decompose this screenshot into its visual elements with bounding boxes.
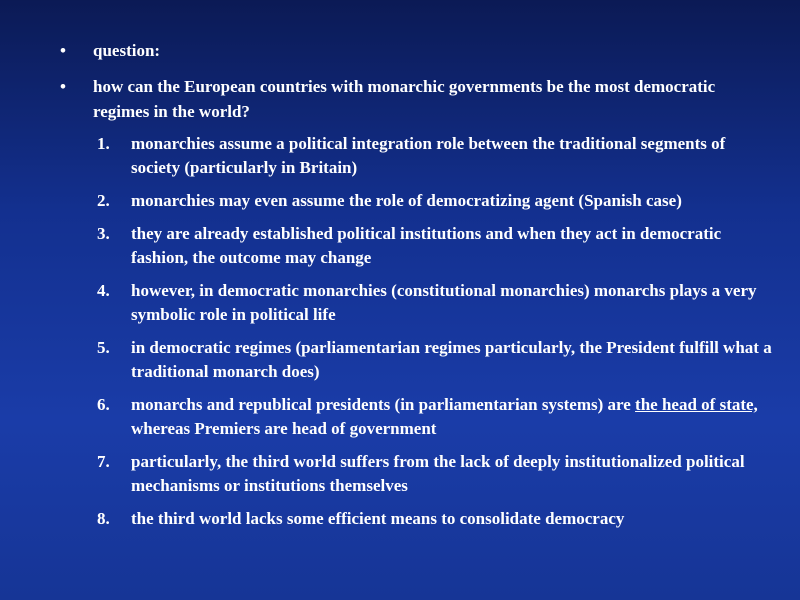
- item-number: 2.: [97, 191, 110, 210]
- list-item: [97, 189, 777, 213]
- item-text: the third world lacks some efficient means to consolidate democracy: [131, 509, 625, 528]
- item-number: 1.: [97, 134, 110, 153]
- bullet-text: how can the European countries with monarchic governments be the most democratic regimes in the world?: [93, 77, 716, 121]
- item-number: 5.: [97, 338, 110, 357]
- bullet-marker: •: [60, 41, 66, 60]
- list-item: [97, 222, 777, 270]
- list-item: [97, 132, 777, 180]
- item-number: 6.: [97, 395, 110, 414]
- numbered-list: [97, 132, 777, 540]
- list-item: [97, 279, 777, 327]
- item-text: however, in democratic monarchies (constitutional monarchies) monarchs plays a very symbolic role in political life: [131, 281, 757, 324]
- item-number: 3.: [97, 224, 110, 243]
- item-text: in democratic regimes (parliamentarian regimes particularly, the President fulfill what a traditional monarch does): [131, 338, 772, 381]
- bullet-marker: •: [60, 77, 66, 96]
- item-text-after: whereas Premiers are head of government: [131, 419, 437, 438]
- list-item: [97, 450, 777, 498]
- list-item: [97, 336, 777, 384]
- item-number: 4.: [97, 281, 110, 300]
- item-text: they are already established political institutions and when they act in democratic fashion, the outcome may change: [131, 224, 722, 267]
- item-number: 8.: [97, 509, 110, 528]
- item-text: particularly, the third world suffers from the lack of deeply institutionalized political mechanisms or institutions themselves: [131, 452, 745, 495]
- item-number: 7.: [97, 452, 110, 471]
- bullet-item: [60, 38, 760, 63]
- list-item: [97, 393, 777, 441]
- item-text: monarchies may even assume the role of democratizing agent (Spanish case): [131, 191, 682, 210]
- item-text-before: monarchs and republical presidents (in parliamentarian systems) are: [131, 395, 636, 414]
- item-text-underlined: the head of state,: [635, 395, 758, 414]
- bullet-item: [60, 74, 760, 124]
- list-item: [97, 507, 777, 531]
- item-text: monarchies assume a political integration role between the traditional segments of society (particularly in Britain): [131, 134, 726, 177]
- bullet-text: question:: [93, 41, 161, 60]
- bullet-list: [60, 38, 760, 135]
